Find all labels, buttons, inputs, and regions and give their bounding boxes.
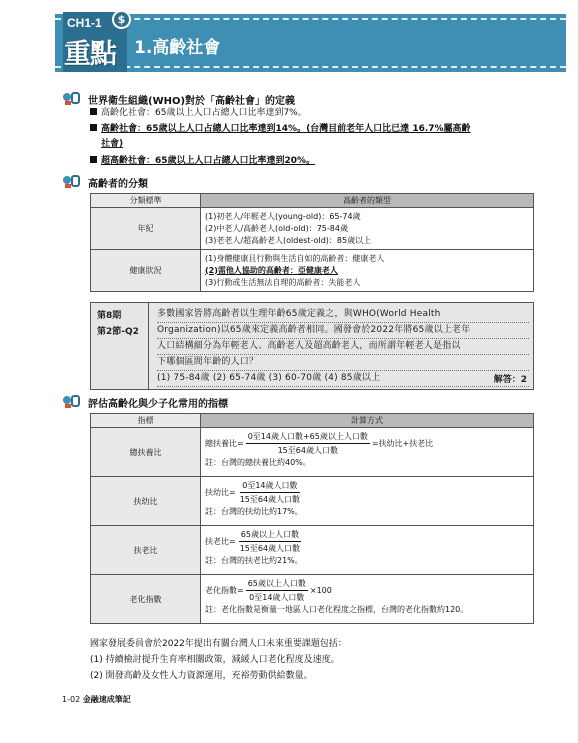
table-note: 註：台灣的總扶養比約40%。 <box>205 458 311 467</box>
closing-item: (2) 開發高齡及女性人力資源運用，充裕勞動供給數量。 <box>90 671 313 681</box>
section-icon <box>62 395 82 409</box>
table-cell-label: 老化指數 <box>91 575 201 624</box>
table-cell <box>201 575 534 624</box>
indicator-table <box>90 413 534 624</box>
formula: 扶老比= $\frac{\text{65歲以上人口數}}{\text{15至64歲人口數}}$ <box>205 530 301 553</box>
formula: 老化指數= $\frac{\text{65歲以上人口數}}{\text{0至14歲人口數}}$ ×100 <box>205 579 332 602</box>
section-heading-who-definition <box>62 91 295 107</box>
book-title: 金融速成筆記 <box>82 695 131 704</box>
list-item: 高齡社會：65歲以上人口占總人口比率達到14%。(台灣目前老年人口比已達 16.7%屬高齡 <box>90 122 471 136</box>
header-banner <box>55 14 566 72</box>
page-title: 1.高齡社會 <box>134 38 221 58</box>
table-header: 指標 <box>91 414 201 428</box>
section-icon <box>62 92 82 106</box>
table-cell <box>201 526 534 575</box>
table-row <box>91 428 534 477</box>
formula: 扶幼比= $\frac{\text{0至14歲人口數}}{\text{15至64歲人口數}}$ <box>205 481 301 504</box>
table-row <box>91 477 534 526</box>
section-heading-text: 世界衛生組織(WHO)對於「高齡社會」的定義 <box>88 95 296 107</box>
exam-question-box <box>90 302 534 390</box>
section-heading-text: 評估高齡化與少子化常用的指標 <box>88 398 228 410</box>
table-cell-label: 扶幼比 <box>91 477 201 526</box>
chapter-badge-text: 重點 <box>64 39 116 70</box>
table-note: 註：老化指數是衡量一地區人口老化程度之指標，台灣的老化指數約120。 <box>205 605 469 614</box>
section-heading-classification <box>62 174 148 190</box>
table-header: 計算方式 <box>201 414 534 428</box>
table-cell: (1)身體健康且行動與生活自如的高齡者：健康老人 (2)需他人協助的高齡者：亞健康老人 (3)行動或生活無法自理的高齡者：失能老人 <box>201 250 534 292</box>
table-cell-label: 健康狀況 <box>91 250 201 292</box>
table-row <box>91 208 534 250</box>
question-text: 多數國家皆將高齡者以生理年齡65歲定義之，與WHO(World Health Organization)以65歲來定義高齡者相同。國發會於2022年將65歲以上老年 人口結構細分為年輕老人、高齡老人及超高齡老人，而所謂年輕老人是指以 下哪個區間年齡的人口？ (1) 75-84歲 (2) 65-74歲 (3) 60-70歲 (4) 85歲以上 <box>157 307 529 387</box>
list-item-continuation: 社會) <box>101 139 124 149</box>
table-header: 分類標準 <box>91 194 201 208</box>
table-header: 高齡者的類型 <box>201 194 534 208</box>
coin-icon: $ <box>112 10 131 29</box>
closing-intro: 國家發展委員會於2022年提出有關台灣人口未來重要課題包括： <box>90 639 347 649</box>
classification-table <box>90 193 534 292</box>
table-note: 註：台灣的扶老比約21%。 <box>205 556 303 565</box>
closing-item: (1) 持續檢討提升生育率相關政策，減緩人口老化程度及速度。 <box>90 655 340 665</box>
question-label: 第8期 第2節-Q2 <box>91 303 149 389</box>
page-number: 1-02 <box>62 695 81 704</box>
page-footer <box>62 694 131 705</box>
table-cell-label: 總扶養比 <box>91 428 201 477</box>
table-row <box>91 250 534 292</box>
section-icon <box>62 175 82 189</box>
table-row <box>91 575 534 624</box>
list-item: 高齡化社會：65歲以上人口占總人口比率達到7%。 <box>90 106 307 120</box>
section-heading-indicators <box>62 394 228 410</box>
table-cell-label: 年紀 <box>91 208 201 250</box>
section-heading-text: 高齡者的分類 <box>88 178 148 190</box>
answer-label: 解答：2 <box>493 375 527 385</box>
table-cell <box>201 477 534 526</box>
chapter-code: CH1-1 <box>67 16 102 30</box>
formula: 總扶養比= $\frac{\text{0至14歲人口數+65歲以上人口數}}{\text{15至64歲人口數}}$ =扶幼比+扶老比 <box>205 432 434 455</box>
table-cell: (1)初老人/年輕老人(young-old)：65-74歲 (2)中老人/高齡老人(old-old)：75-84歲 (3)老老人/超高齡老人(oldest-old)：85歲以上 <box>201 208 534 250</box>
table-cell-label: 扶老比 <box>91 526 201 575</box>
list-item: 超高齡社會：65歲以上人口占總人口比率達到20%。 <box>90 154 315 168</box>
table-note: 註：台灣的扶幼比約17%。 <box>205 507 303 516</box>
table-row <box>91 526 534 575</box>
table-cell <box>201 428 534 477</box>
